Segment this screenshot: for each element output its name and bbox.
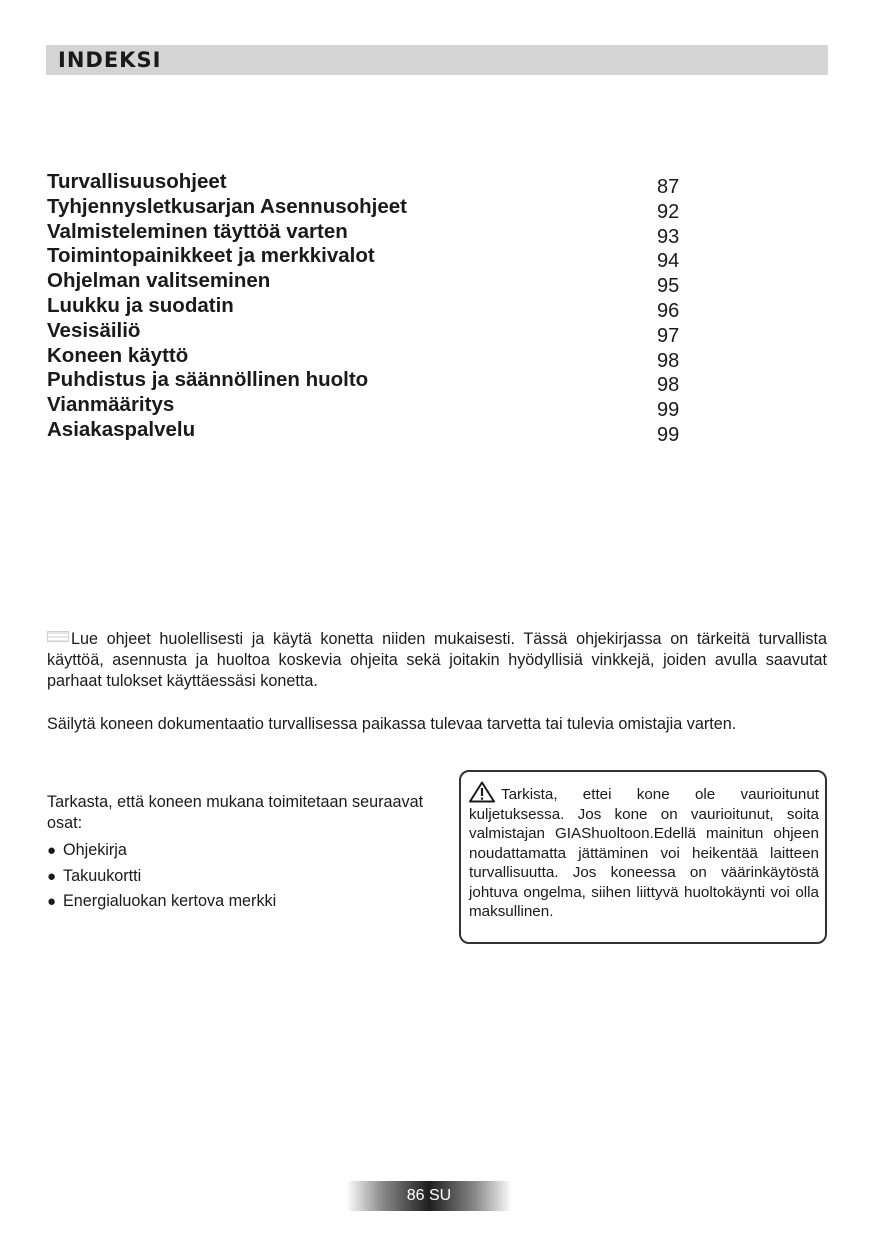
- toc-title-column: [47, 170, 607, 443]
- header-bar: [46, 45, 828, 75]
- toc-entry-page: 87: [657, 176, 680, 198]
- toc-page-column: [657, 175, 717, 448]
- contents-check: [47, 792, 427, 915]
- bullet-icon: ●: [47, 842, 57, 859]
- toc-entry-title: Vianmääritys: [47, 393, 175, 417]
- toc-entry-page: 99: [657, 423, 680, 446]
- toc-entry-page: 98: [657, 349, 680, 372]
- storage-paragraph: Säilytä koneen dokumentaatio turvallisessa paikassa tulevaa tarvetta tai tulevia omistajia varten.: [47, 715, 737, 733]
- toc-entry-title: Valmisteleminen täyttöä varten: [47, 219, 348, 243]
- toc-entry-title: Turvallisuusohjeet: [47, 170, 227, 193]
- list-item: ● Takuukortti: [47, 864, 427, 890]
- toc-entry-page: 97: [657, 324, 680, 347]
- contents-list: [47, 838, 427, 915]
- list-item: ● Ohjekirja: [47, 838, 427, 864]
- toc-entry-title: Puhdistus ja säännöllinen huolto: [47, 368, 369, 392]
- toc-entry-title: Ohjelman valitseminen: [47, 269, 271, 293]
- toc-entry-page: 94: [657, 250, 680, 273]
- toc-entry-title: Tyhjennysletkusarjan Asennusohjeet: [47, 194, 407, 218]
- toc-entry-page: 92: [657, 200, 680, 223]
- toc-entry-title: Asiakaspalvelu: [47, 417, 196, 441]
- intro-text: Lue ohjeet huolellisesti ja käytä konetta niiden mukaisesti. Tässä ohjekirjassa on tärkeitä turvallista käyttöä, asennusta ja huoltoa koskevia ohjeita sekä joitakin hyödyllisiä vinkkejä, joiden avulla saavutat parhaat tulokset käyttäessäsi konetta.: [47, 630, 827, 690]
- toc-entry-page: 96: [657, 299, 680, 322]
- page-number: 86 SU: [406, 1187, 452, 1204]
- toc-entry-title: Luukku ja suodatin: [47, 293, 234, 317]
- intro-paragraph: [47, 629, 827, 692]
- toc-entry-page: 98: [657, 374, 680, 397]
- toc-entry-page: 99: [657, 399, 680, 422]
- toc-entry-title: Koneen käyttö: [47, 343, 189, 367]
- warning-text: Tarkista, ettei kone ole vaurioitunut kuljetuksessa. Jos kone on vaurioitunut, soita valmistajan GIAShuoltoon.Edellä mainitun ohjeen noudattamatta jättäminen voi heikentää laitteen turvallisuutta. Jos koneessa on väärinkäytöstä johtuva ongelma, siihen liittyvä huoltokäynti voi olla maksullinen.: [469, 786, 819, 920]
- toc-entry-title: Vesisäiliö: [47, 318, 141, 342]
- contents-check-intro: Tarkasta, että koneen mukana toimitetaan seuraavat osat:: [47, 793, 424, 832]
- book-icon: [47, 631, 69, 642]
- bullet-icon: ●: [47, 893, 57, 910]
- warning-triangle-icon: [469, 781, 495, 803]
- toc-entry-page: 93: [657, 225, 680, 248]
- toc-entry-page: 95: [657, 275, 680, 298]
- list-item: ● Energialuokan kertova merkki: [47, 889, 427, 915]
- warning-box: [459, 770, 827, 944]
- bullet-icon: ●: [47, 867, 57, 885]
- page-title: INDEKSI: [58, 48, 162, 72]
- footer-page-bar: [346, 1181, 512, 1211]
- toc-entry-title: Toimintopainikkeet ja merkkivalot: [47, 244, 375, 268]
